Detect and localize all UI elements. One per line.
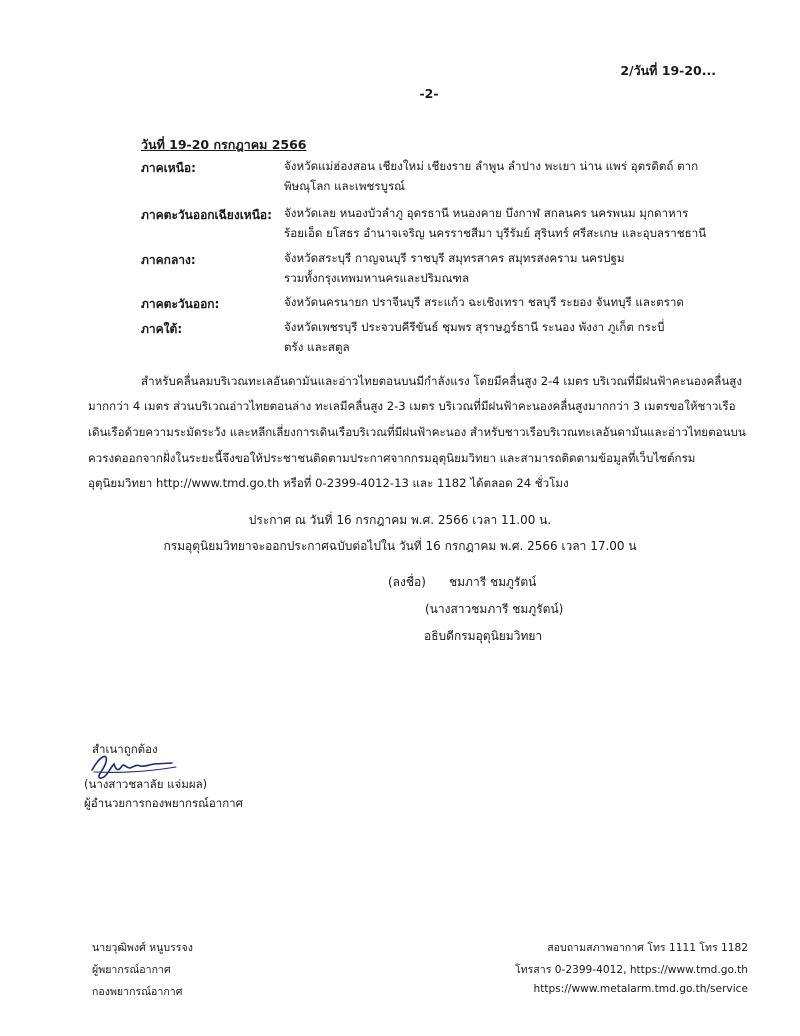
signer-full-name: (นางสาวชมภารี ชมภูรัตน์) (425, 602, 564, 616)
region-provinces-south (284, 317, 724, 357)
region-label-central: ภาคกลาง: (141, 253, 196, 267)
signed-name: ชมภารี ชมภูรัตน์ (449, 575, 537, 589)
page-number: -2- (419, 86, 439, 101)
region-line: จังหวัดเพชรบุรี ประจวบคีรีขันธ์ ชุมพร สุราษฎร์ธานี ระนอง พังงา ภูเก็ต กระบี่ (284, 320, 665, 334)
signed-label: (ลงชื่อ) (388, 575, 426, 589)
region-label-east: ภาคตะวันออก: (141, 297, 220, 311)
region-provinces-central (284, 248, 724, 288)
certifier-title: ผู้อำนวยการกองพยากรณ์อากาศ (84, 796, 243, 810)
announcement-next: กรมอุตุนิยมวิทยาจะออกประกาศฉบับต่อไปใน วันที่ 16 กรกฎาคม พ.ศ. 2566 เวลา 17.00 น (163, 539, 637, 553)
footer-contact-fax: โทรสาร 0-2399-4012, https://www.tmd.go.th (514, 964, 748, 976)
region-line: พิษณุโลก และเพชรบูรณ์ (284, 179, 405, 193)
region-provinces-northeast (284, 203, 724, 243)
region-line: รวมทั้งกรุงเทพมหานครและปริมณฑล (284, 271, 470, 285)
certifier-name: (นางสาวชลาลัย แจ่มผล) (84, 777, 208, 791)
region-line: จังหวัดนครนายก ปราจีนบุรี สระแก้ว ฉะเชิงเทรา ชลบุรี ระยอง จันทบุรี และตราด (284, 295, 684, 309)
region-line: ตรัง และสตูล (284, 340, 350, 354)
region-label-northeast: ภาคตะวันออกเฉียงเหนือ: (141, 208, 272, 222)
paragraph-line: อุตุนิยมวิทยา http://www.tmd.go.th หรือที่ 0-2399-4012-13 และ 1182 ได้ตลอด 24 ชั่วโมง (88, 476, 569, 490)
signer-title: อธิบดีกรมอุตุนิยมวิทยา (424, 629, 543, 643)
region-line: จังหวัดแม่ฮ่องสอน เชียงใหม่ เชียงราย ลำพูน ลำปาง พะเยา น่าน แพร่ อุตรดิตถ์ ตาก (284, 159, 699, 173)
paragraph-line: มากกว่า 4 เมตร ส่วนบริเวณอ่าวไทยตอนล่าง ทะเลมีคลื่นสูง 2-3 เมตร บริเวณที่มีฝนฟ้าคะนองคลื่นสูงมากกว่า 3 เมตรขอให้ชาวเรือ (88, 399, 736, 413)
paragraph-line: เดินเรือด้วยความระมัดระวัง และหลีกเลี่ยงการเดินเรือบริเวณที่มีฝนฟ้าคะนอง สำหรับชาวเรือบริเวณทะเลอันดามันและอ่าวไทยตอนบน (88, 425, 746, 439)
footer-forecaster-name: นายวุฒิพงศ์ หนูบรรจง (92, 942, 193, 954)
footer-forecaster-role: ผู้พยากรณ์อากาศ (92, 964, 171, 976)
region-label-south: ภาคใต้: (141, 322, 183, 336)
region-label-north: ภาคเหนือ: (141, 161, 196, 175)
continuation-reference: 2/วันที่ 19-20... (620, 63, 716, 78)
section-date-heading: วันที่ 19-20 กรกฎาคม 2566 (141, 137, 307, 152)
region-provinces-east (284, 292, 724, 312)
region-provinces-north (284, 156, 724, 196)
paragraph-line: ควรงดออกจากฝั่งในระยะนี้จึงขอให้ประชาชนติดตามประกาศจากกรมอุตุนิยมวิทยา และสามารถติดตามข้อมูลที่เว็บไซต์กรม (88, 451, 696, 465)
certified-label: สำเนาถูกต้อง (92, 742, 158, 756)
paragraph-line: สำหรับคลื่นลมบริเวณทะเลอันดามันและอ่าวไทยตอนบนมีกำลังแรง โดยมีคลื่นสูง 2-4 เมตร บริเวณที่มีฝนฟ้าคะนองคลื่นสูง (141, 374, 742, 388)
footer-service-url: https://www.metalarm.tmd.go.th/service (533, 983, 748, 995)
announcement-issued: ประกาศ ณ วันที่ 16 กรกฎาคม พ.ศ. 2566 เวลา 11.00 น. (248, 513, 552, 527)
footer-contact-phone: สอบถามสภาพอากาศ โทร 1111 โทร 1182 (547, 942, 748, 954)
region-line: จังหวัดเลย หนองบัวลำภู อุดรธานี หนองคาย บึงกาฬ สกลนคร นครพนม มุกดาหาร (284, 206, 689, 220)
footer-division: กองพยากรณ์อากาศ (92, 986, 183, 998)
region-line: ร้อยเอ็ด ยโสธร อำนาจเจริญ นครราชสีมา บุรีรัมย์ สุรินทร์ ศรีสะเกษ และอุบลราชธานี (284, 226, 707, 240)
region-line: จังหวัดสระบุรี กาญจนบุรี ราชบุรี สมุทรสาคร สมุทรสงคราม นครปฐม (284, 251, 625, 265)
